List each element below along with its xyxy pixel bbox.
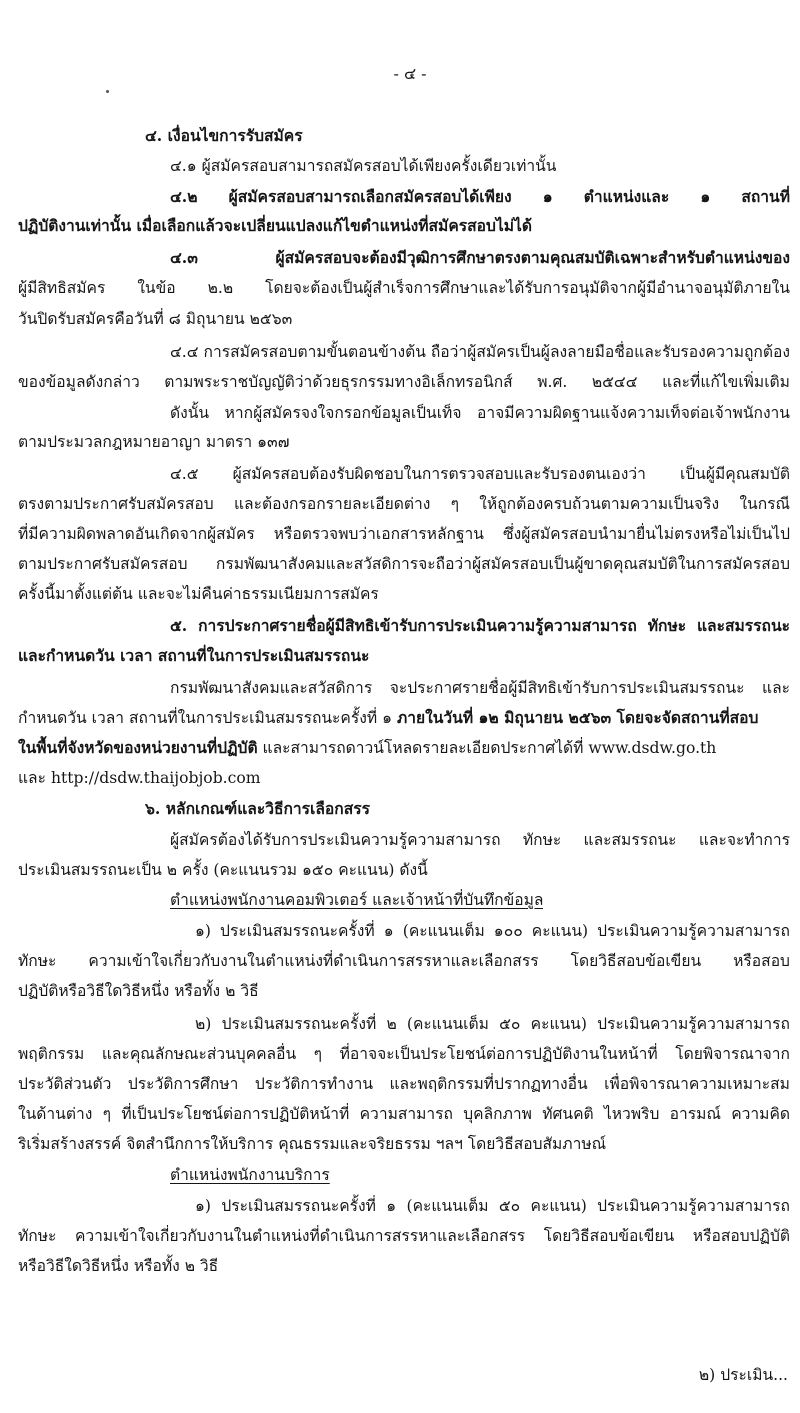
- section6-intro-line1: ผู้สมัครต้องได้รับการประเมินความรู้ความสามารถ ทักษะ และสมรรถนะ และจะทำการ: [170, 831, 790, 849]
- p1-round2-line5: ริเริ่มสร้างสรรค์ จิตสำนึกการให้บริการ คุณธรรมและจริยธรรม ฯลฯ โดยวิธีสอบสัมภาษณ์: [18, 1135, 607, 1153]
- section5-body-line1: กรมพัฒนาสังคมและสวัสดิการ จะประกาศรายชื่อผู้มีสิทธิเข้ารับการประเมินสมรรถนะ และ: [170, 679, 790, 697]
- page-number: - ๔ -: [393, 64, 427, 83]
- section5-heading-line2: และกำหนดวัน เวลา สถานที่ในการประเมินสมรรถนะ: [18, 646, 370, 665]
- section4-item5-line1: ๔.๕ ผู้สมัครสอบต้องรับผิดชอบในการตรวจสอบและรับรองตนเองว่า เป็นผู้มีคุณสมบัติ: [170, 465, 790, 483]
- section4-item4-line1: ๔.๔ การสมัครสอบตามขั้นตอนข้างต้น ถือว่าผู้สมัครเป็นผู้ลงลายมือชื่อและรับรองความถูกต้อง: [170, 343, 790, 361]
- p2-round1-line1: ๑) ประเมินสมรรถนะครั้งที่ ๑ (คะแนนเต็ม ๕๐ คะแนน) ประเมินความรู้ความสามารถ: [195, 1197, 790, 1215]
- section5-heading-line1: ๕. การประกาศรายชื่อผู้มีสิทธิเข้ารับการประเมินความรู้ความสามารถ ทักษะ และสมรรถนะ: [170, 616, 790, 635]
- section4-item2-line1: ๔.๒ ผู้สมัครสอบสามารถเลือกสมัครสอบได้เพียง ๑ ตำแหน่งและ ๑ สถานที่: [170, 187, 790, 206]
- p2-round1-line3: หรือวิธีใดวิธีหนึ่ง หรือทั้ง ๒ วิธี: [18, 1257, 219, 1275]
- p1-round2-line4: ในด้านต่าง ๆ ที่เป็นประโยชน์ต่อการปฏิบัติหน้าที่ ความสามารถ บุคลิกภาพ ทัศนคติ ไหวพริบ อารมณ์ ความคิด: [18, 1105, 790, 1123]
- section5-body-line4: และ http://dsdw.thaijobjob.com: [18, 769, 261, 787]
- p1-round2-line2: พฤติกรรม และคุณลักษณะส่วนบุคคลอื่น ๆ ที่อาจจะเป็นประโยชน์ต่อการปฏิบัติงานในหน้าที่ โดยพิจารณาจาก: [18, 1045, 790, 1063]
- section4-item5-line2: ตรงตามประกาศรับสมัครสอบ และต้องกรอกรายละเอียดต่าง ๆ ให้ถูกต้องครบถ้วนตามความเป็นจริง ในกรณี: [18, 495, 790, 513]
- p1-round2-line3: ประวัติส่วนตัว ประวัติการศึกษา ประวัติการทำงาน และพฤติกรรมที่ปรากฏทางอื่น เพื่อพิจารณาความเหมาะสม: [18, 1075, 790, 1093]
- section4-item5-line5: ครั้งนี้มาตั้งแต่ต้น และจะไม่คืนค่าธรรมเนียมการสมัคร: [18, 585, 379, 603]
- section5-body-line3: [18, 736, 716, 760]
- continuation-marker: ๒) ประเมิน...: [698, 1366, 788, 1384]
- section4-item3-line1: ๔.๓ ผู้สมัครสอบจะต้องมีวุฒิการศึกษาตรงตามคุณสมบัติเฉพาะสำหรับตำแหน่งของ: [170, 248, 790, 267]
- p2-round1-line2: ทักษะ ความเข้าใจเกี่ยวกับงานในตำแหน่งที่ดำเนินการสรรหาและเลือกสรร โดยวิธีสอบข้อเขียน หรือสอบปฏิบัติ: [18, 1227, 790, 1245]
- section5-body-line2-a: กำหนดวัน เวลา สถานที่ในการประเมินสมรรถนะครั้งที่ ๑: [18, 709, 397, 727]
- position1-title: ตำแหน่งพนักงานคอมพิวเตอร์ และเจ้าหน้าที่บันทึกข้อมูล: [170, 891, 544, 909]
- section5-body-line3-b: และสามารถดาวน์โหลดรายละเอียดประกาศได้ที่ www.dsdw.go.th: [257, 739, 717, 757]
- section4-item4-line3: ดังนั้น หากผู้สมัครจงใจกรอกข้อมูลเป็นเท็จ อาจมีความผิดฐานแจ้งความเท็จต่อเจ้าพนักงาน: [170, 404, 790, 422]
- section4-item5-line4: ตามประกาศรับสมัครสอบ กรมพัฒนาสังคมและสวัสดิการจะถือว่าผู้สมัครสอบเป็นผู้ขาดคุณสมบัติในการสมัครสอบ: [18, 555, 790, 573]
- section4-item4-line4: ตามประมวลกฎหมายอาญา มาตรา ๑๓๗: [18, 433, 290, 451]
- section6-heading: ๖. หลักเกณฑ์และวิธีการเลือกสรร: [145, 799, 371, 818]
- section4-heading: ๔. เงื่อนไขการรับสมัคร: [145, 126, 303, 145]
- section5-deadline: ภายในวันที่ ๑๒ มิถุนายน ๒๕๖๓ โดยจะจัดสถานที่สอบ: [396, 708, 759, 727]
- section4-item4-line2: ของข้อมูลดังกล่าว ตามพระราชบัญญัติว่าด้วยธุรกรรมทางอิเล็กทรอนิกส์ พ.ศ. ๒๕๔๔ และที่แก้ไขเพิ่มเติม: [18, 373, 790, 391]
- p1-round1-line3: ปฏิบัติหรือวิธีใดวิธีหนึ่ง หรือทั้ง ๒ วิธี: [18, 982, 259, 1000]
- p1-round1-line2: ทักษะ ความเข้าใจเกี่ยวกับงานในตำแหน่งที่ดำเนินการสรรหาและเลือกสรร โดยวิธีสอบข้อเขียน หรือสอบ: [18, 952, 790, 970]
- p1-round2-line1: ๒) ประเมินสมรรถนะครั้งที่ ๒ (คะแนนเต็ม ๕๐ คะแนน) ประเมินความรู้ความสามารถ: [195, 1015, 790, 1033]
- section6-intro-line2: ประเมินสมรรถนะเป็น ๒ ครั้ง (คะแนนรวม ๑๕๐ คะแนน) ดังนี้: [18, 861, 428, 879]
- section4-item3-line3: วันปิดรับสมัครคือวันที่ ๘ มิถุนายน ๒๕๖๓: [18, 310, 293, 328]
- section4-item3-line2: ผู้มีสิทธิสมัคร ในข้อ ๒.๒ โดยจะต้องเป็นผู้สำเร็จการศึกษาและได้รับการอนุมัติจากผู้มีอำนาจอนุมัติภายใน: [18, 279, 790, 297]
- section5-body-line2: [18, 706, 758, 730]
- scan-speck: [106, 90, 109, 93]
- p1-round1-line1: ๑) ประเมินสมรรถนะครั้งที่ ๑ (คะแนนเต็ม ๑๐๐ คะแนน) ประเมินความรู้ความสามารถ: [195, 922, 790, 940]
- section4-item5-line3: ที่มีความผิดพลาดอันเกิดจากผู้สมัคร หรือตรวจพบว่าเอกสารหลักฐาน ซึ่งผู้สมัครสอบนำมายื่นไม่ตรงหรือไม่เป็นไป: [18, 525, 790, 543]
- position2-title: ตำแหน่งพนักงานบริการ: [170, 1166, 330, 1184]
- section5-venue: ในพื้นที่จังหวัดของหน่วยงานที่ปฏิบัติ: [18, 738, 258, 757]
- section4-item1: ๔.๑ ผู้สมัครสอบสามารถสมัครสอบได้เพียงครั้งเดียวเท่านั้น: [170, 157, 557, 175]
- section4-item2-line2: ปฏิบัติงานเท่านั้น เมื่อเลือกแล้วจะเปลี่ยนแปลงแก้ไขตำแหน่งที่สมัครสอบไม่ได้: [18, 216, 533, 235]
